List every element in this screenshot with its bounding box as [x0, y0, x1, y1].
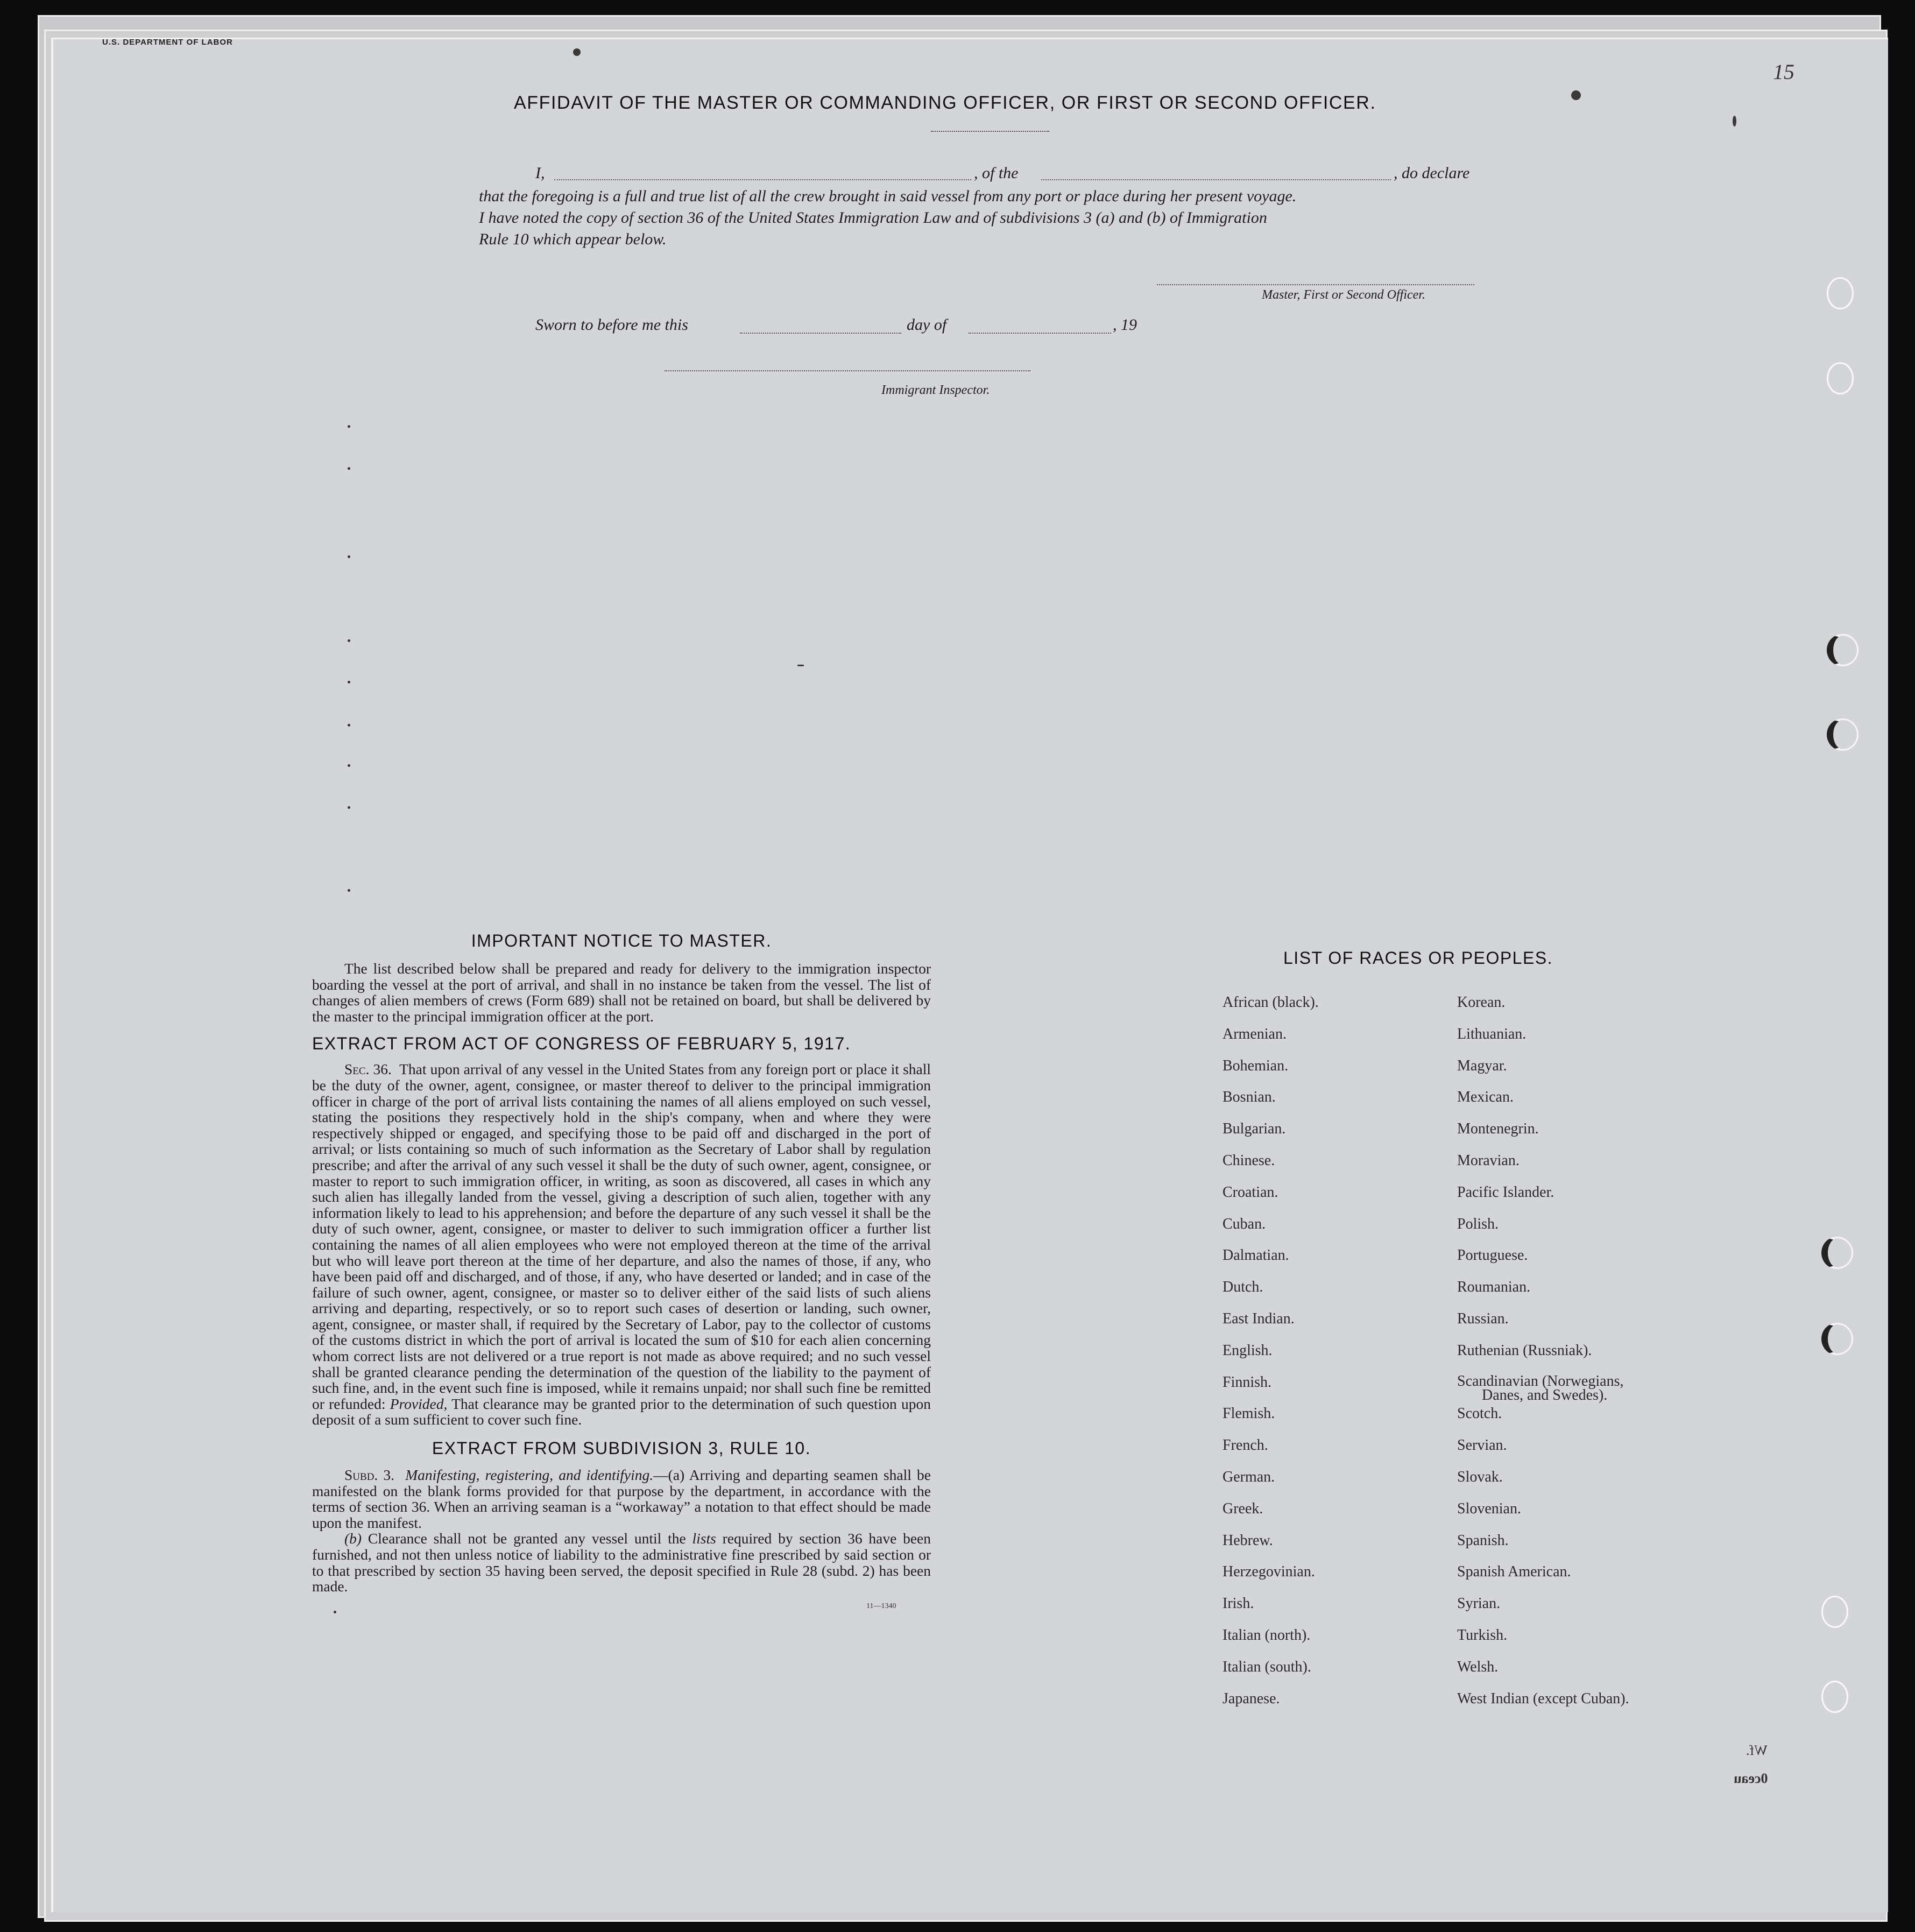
extract-rule-title: EXTRACT FROM SUBDIVISION 3, RULE 10. [432, 1439, 811, 1458]
race-item: Pacific Islander. [1457, 1183, 1554, 1201]
page-mark: 15 [1773, 60, 1794, 84]
race-item: Roumanian. [1457, 1279, 1531, 1296]
para-a-text: Arriving and departing seamen shall be manifested on the blank forms provided for that purpose by the department, in accordance with the terms of section 36. When an arriving seaman is a “workaway” a notation to that effect should be made upon the manifest. [312, 1466, 931, 1531]
department-label: U.S. DEPARTMENT OF LABOR [102, 38, 233, 47]
decl-line-4: Rule 10 which appear below. [479, 230, 667, 248]
corner-mark-2: 0ceau [1734, 1771, 1768, 1786]
race-item: Ruthenian (Russniak). [1457, 1342, 1592, 1359]
race-item: Spanish American. [1457, 1563, 1571, 1581]
subd-label: Subd. 3. [344, 1466, 395, 1484]
margin-dot [334, 1611, 336, 1613]
margin-dot [348, 639, 350, 642]
races-title: LIST OF RACES OR PEOPLES. [1283, 948, 1553, 968]
race-item: Servian. [1457, 1437, 1507, 1454]
para-a-lead: —(a) [653, 1466, 685, 1484]
margin-dot [348, 681, 350, 683]
binder-hole [1827, 277, 1854, 309]
affidavit-title: AFFIDAVIT OF THE MASTER OR COMMANDING OFFICER, OR FIRST OR SECOND OFFICER. [514, 93, 1376, 113]
name-blank[interactable] [554, 179, 971, 180]
binder-hole [1821, 1237, 1853, 1269]
race-item: Dalmatian. [1223, 1247, 1289, 1264]
race-item-line: Scandinavian (Norwegians, [1457, 1372, 1624, 1390]
race-item: Portuguese. [1457, 1247, 1528, 1264]
decl-line-2: that the foregoing is a full and true list of all the crew brought in said vessel from any port or place during her present voyage. [479, 187, 1297, 205]
margin-dot [348, 555, 350, 558]
race-item: Irish. [1223, 1595, 1254, 1612]
binder-hole [1821, 1681, 1848, 1713]
race-item: Korean. [1457, 994, 1506, 1011]
races-right-list [1457, 995, 1629, 1722]
day-of-text: day of [907, 316, 947, 334]
race-item: Magyar. [1457, 1057, 1507, 1074]
form-number: 11—1340 [866, 1602, 896, 1610]
race-item: Japanese. [1223, 1690, 1280, 1707]
race-item-line: Danes, and Swedes). [1482, 1386, 1608, 1404]
margin-dot [348, 467, 350, 470]
race-item: East Indian. [1223, 1310, 1295, 1327]
race-item: Hebrew. [1223, 1532, 1273, 1549]
corner-mark-1: Wf. [1746, 1743, 1768, 1758]
race-item: Flemish. [1223, 1405, 1275, 1422]
binder-hole [1827, 362, 1854, 394]
race-item: Mexican. [1457, 1089, 1514, 1106]
master-signature-label: Master, First or Second Officer. [1262, 288, 1425, 302]
race-item: Polish. [1457, 1215, 1499, 1232]
race-item: Spanish. [1457, 1532, 1509, 1549]
ink-mark [797, 665, 804, 666]
race-item: Italian (north). [1223, 1626, 1311, 1644]
title-underline [931, 131, 1049, 132]
para-b-lead: (b) [344, 1530, 362, 1547]
rule-para-b [312, 1531, 931, 1594]
race-item: Croatian. [1223, 1183, 1278, 1201]
margin-dot [348, 806, 350, 809]
margin-dot [348, 425, 350, 428]
race-item: Herzegovinian. [1223, 1563, 1315, 1581]
race-item: Montenegrin. [1457, 1120, 1539, 1138]
month-blank[interactable] [969, 333, 1111, 334]
race-item: Syrian. [1457, 1595, 1501, 1612]
race-item: West Indian (except Cuban). [1457, 1690, 1629, 1707]
sec-label: Sec. 36. [344, 1061, 392, 1078]
race-item: Greek. [1223, 1500, 1263, 1517]
extract-act-title: EXTRACT FROM ACT OF CONGRESS OF FEBRUARY 5, 1917. [312, 1034, 851, 1054]
race-item: Slovenian. [1457, 1500, 1521, 1517]
race-item: English. [1223, 1342, 1273, 1359]
race-item: French. [1223, 1437, 1268, 1454]
decl-of-the: , of the [974, 164, 1019, 182]
race-item: Turkish. [1457, 1626, 1508, 1644]
notice-column [312, 931, 931, 1610]
binder-hole [1827, 634, 1859, 666]
para-b-text: required by section 36 have been furnished, and not then unless notice of liability to the administrative fine prescribed by said section or to that prescribed by section 35 having been served, the deposit specified in Rule 28 (subd. 2) has been made. [312, 1530, 931, 1595]
notice-body: The list described below shall be prepared and ready for delivery to the immigration inspector boarding the vessel at the port of arrival, and shall in no instance be taken from the vessel. The list of changes of alien members of crews (Form 689) shall not be retained on board, but shall be delivered by the master to the principal immigration officer at the port. [312, 960, 931, 1025]
year-prefix: , 19 [1113, 316, 1137, 334]
day-blank[interactable] [740, 333, 901, 334]
race-item: Italian (south). [1223, 1658, 1311, 1675]
binder-hole [1827, 718, 1859, 751]
rule-para-a [312, 1467, 931, 1531]
race-item: Dutch. [1223, 1279, 1263, 1296]
race-item: Scotch. [1457, 1405, 1502, 1422]
race-item: Russian. [1457, 1310, 1509, 1327]
ink-mark [573, 48, 581, 56]
race-item: Bulgarian. [1223, 1120, 1286, 1138]
para-b-pre: Clearance shall not be granted any vessel until the [368, 1530, 686, 1547]
subd-heading: Manifesting, registering, and identifying. [405, 1466, 654, 1484]
race-item: Lithuanian. [1457, 1025, 1527, 1042]
race-item: Chinese. [1223, 1152, 1275, 1169]
margin-dot [348, 724, 350, 727]
sec-body: That upon arrival of any vessel in the United States from any foreign port or place it shall be the duty of the owner, agent, consignee, or master thereof to deliver to the principal immigration officer in charge of the port of arrival lists containing the names of all aliens employed on such vessel, stating the positions they respectively hold in the ship's company, when and where they were respectively shipped or engaged, and specifying those to be paid off and discharged in the port of arrival; or lists containing so much of such information as the Secretary of Labor shall by regulation prescribe; and after the arrival of any such vessel it shall be the duty of such owner, agent, consignee, or master to report to such immigration officer, in writing, as soon as discovered, all cases in which any such alien has illegally landed from the vessel, giving a description of such alien, together with any information likely to lead to his apprehension; and before the departure of any such vessel it shall be the duty of such owner, agent, consignee, or master to deliver to such immigration officer a further list containing the names of all alien employees who were not employed thereon at the time of the arrival but who will leave port thereon at the time of her departure, and also the names of those, if any, who have been paid off and discharged, and of those, if any, who have deserted or landed; and in case of the failure of such owner, agent, consignee, or master so to deliver either of the said lists of such aliens arriving and departing, respectively, or so to report such cases of desertion or landing, such owner, agent, consignee, or master shall, if required by the Secretary of Labor, pay to the collector of customs of the customs district in which the port of arrival is located the sum of $10 for each alien concerning whom correct lists are not delivered or a true report is not made as above required; and no such vessel shall be granted clearance pending the determination of the question of the liability to the payment of such fine, and, in the event such fine is imposed, while it remains unpaid; nor shall such fine be remitted or refunded: [312, 1061, 931, 1412]
margin-dot [348, 764, 350, 767]
race-item: Slovak. [1457, 1468, 1503, 1485]
race-item: Welsh. [1457, 1658, 1499, 1675]
race-item: Moravian. [1457, 1152, 1520, 1169]
para-b-lists: lists [692, 1530, 716, 1547]
ink-mark [1571, 90, 1581, 100]
decl-do-declare: , do declare [1394, 164, 1470, 182]
inspector-label: Immigrant Inspector. [881, 383, 990, 397]
provided-word: Provided, [390, 1395, 448, 1412]
sworn-text: Sworn to before me this [535, 316, 688, 334]
binder-hole [1821, 1323, 1853, 1355]
binder-hole [1821, 1596, 1848, 1628]
extract-act-body [312, 1061, 931, 1428]
decl-line-3: I have noted the copy of section 36 of the United States Immigration Law and of subdivisions 3 (a) and (b) of Immigration [479, 209, 1267, 227]
race-item: Cuban. [1223, 1215, 1266, 1232]
sec-body-end: That clearance may be granted prior to the determination of such question upon deposit of a sum sufficient to cover such fine. [312, 1395, 931, 1428]
race-item: Bosnian. [1223, 1089, 1276, 1106]
race-item [1457, 1374, 1629, 1406]
race-item: Finnish. [1223, 1373, 1272, 1391]
inspector-signature-line[interactable] [665, 370, 1030, 371]
race-item: Bohemian. [1223, 1057, 1289, 1074]
notice-title: IMPORTANT NOTICE TO MASTER. [471, 931, 772, 950]
vessel-blank[interactable] [1041, 179, 1391, 180]
margin-dot [348, 889, 350, 892]
race-item: German. [1223, 1468, 1275, 1485]
master-signature-line[interactable] [1157, 284, 1474, 285]
races-left-list [1223, 995, 1319, 1722]
ink-mark [1733, 116, 1736, 126]
race-item: African (black). [1223, 994, 1319, 1011]
race-item: Armenian. [1223, 1025, 1287, 1042]
decl-i: I, [535, 164, 545, 182]
